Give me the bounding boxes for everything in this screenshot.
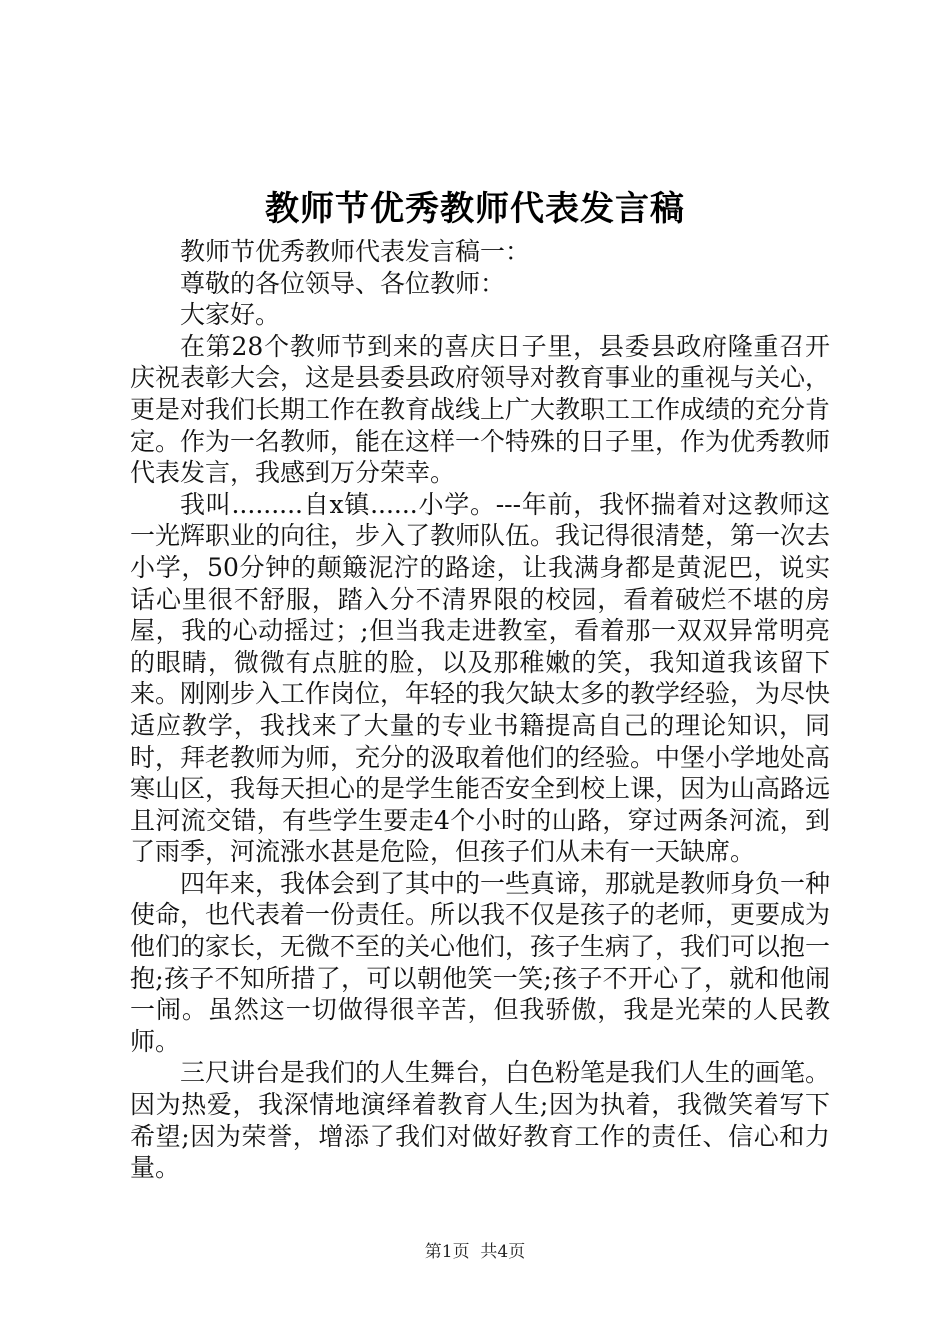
document-body [130, 236, 830, 1184]
paragraph-greeting: 大家好。 [180, 300, 281, 330]
paragraph-reflection: 四年来，我体会到了其中的一些真谛，那就是教师身负一种使命，也代表着一份责任。所以我不仅是孩子的老师，更要成为他们的家长，无微不至的关心他们，孩子生病了，我们可以抱一抱;孩子不知所措了，可以朝他笑一笑;孩子不开心了，就和他闹一闹。虽然这一切做得很辛苦，但我骄傲，我是光荣的人民教师。 [130, 868, 831, 1056]
page-footer [0, 1240, 950, 1264]
page-total: 共4页 [480, 1242, 526, 1262]
paragraph-heading: 教师节优秀教师代表发言稿一： [180, 237, 531, 266]
document-title: 教师节优秀教师代表发言稿 [265, 189, 685, 229]
paragraph-salutation: 尊敬的各位领导、各位教师： [180, 268, 506, 298]
paragraph-intro: 在第28个教师节到来的喜庆日子里，县委县政府隆重召开庆祝表彰大会，这是县委县政府领导对教育事业的重视与关心，更是对我们长期工作在教育战线上广大教职工工作成绩的充分肯定。作为一名教师，能在这样一个特殊的日子里，作为优秀教师代表发言，我感到万分荣幸。 [130, 331, 831, 488]
page-number: 第1页 [424, 1242, 470, 1262]
paragraph-closing: 三尺讲台是我们的人生舞台，白色粉笔是我们人生的画笔。因为热爱，我深情地演绎着教育人生;因为执着，我微笑着写下希望;因为荣誉，增添了我们对做好教育工作的责任、信心和力量。 [130, 1058, 831, 1183]
paragraph-story: 我叫.........自x镇......小学。---年前，我怀揣着对这教师这一光辉职业的向往，步入了教师队伍。我记得很清楚，第一次去小学，50分钟的颠簸泥泞的路途，让我满身都是黄泥巴，说实话心里很不舒服，踏入分不清界限的校园，看着破烂不堪的房屋，我的心动摇过；;但当我走进教室，看着那一双双异常明亮的眼睛，微微有点脏的脸，以及那稚嫩的笑，我知道我该留下来。刚刚步入工作岗位，年轻的我欠缺太多的教学经验，为尽快适应教学，我找来了大量的专业书籍提高自己的理论知识，同时，拜老教师为师，充分的汲取着他们的经验。中堡小学地处高寒山区，我每天担心的是学生能否安全到校上课，因为山高路远且河流交错，有些学生要走4个小时的山路，穿过两条河流，到了雨季，河流涨水甚是危险，但孩子们从未有一天缺席。 [130, 489, 831, 867]
